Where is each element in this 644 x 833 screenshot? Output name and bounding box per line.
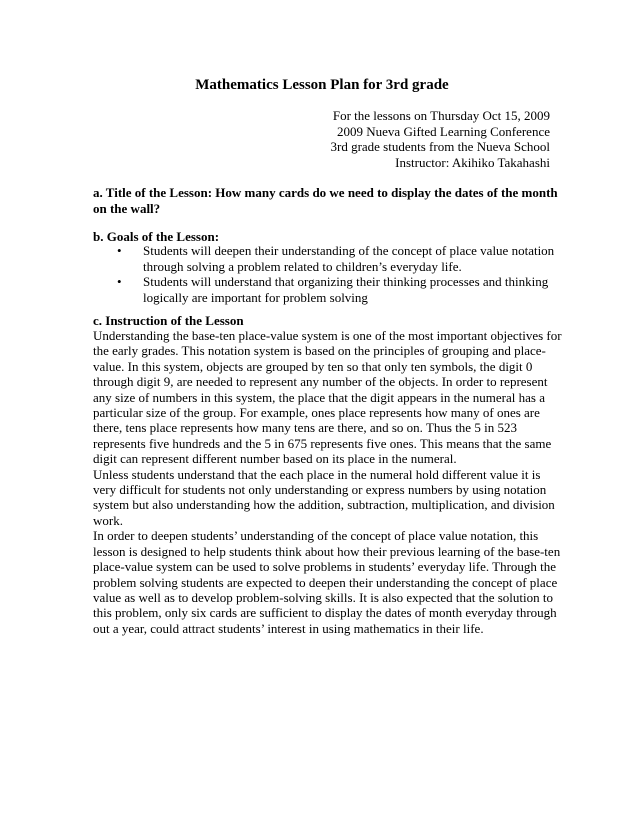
- instructor-line: Instructor: Akihiko Takahashi: [395, 154, 550, 170]
- page-title: Mathematics Lesson Plan for 3rd grade: [195, 77, 449, 93]
- lesson-info-block: [330, 108, 550, 170]
- lesson-date-line: For the lessons on Thursday Oct 15, 2009: [332, 108, 550, 123]
- conference-line: 2009 Nueva Gifted Learning Conference: [337, 123, 550, 139]
- section-c-heading: c. Instruction of the Lesson: [93, 313, 244, 328]
- bullet-icon: •: [117, 243, 122, 258]
- section-b-heading: b. Goals of the Lesson:: [93, 229, 220, 244]
- goals-list: [112, 243, 562, 305]
- goal-item: [112, 243, 562, 274]
- body-paragraph: Understanding the base-ten place-value system is one of the most important objectives for the early grades. This notation system is based on the principles of grouping and place-value. In this system, objects are grouped by ten so that only ten symbols, the digit 0 through digit 9, are needed to represent any number of the objects. In order to represent any size of numbers in this system, the place that the digit appears in the numeral has a particular size of the group. For example, ones place represents how many of ones are there, tens place represents how many tens are there, and so on. Thus the 5 in 523 represents five hundreds and the 5 in 675 represents five ones. This means that the same digit can represent different number based on its place in the numeral.: [93, 328, 562, 467]
- body-paragraph: In order to deepen students’ understanding of the concept of place value notation, this lesson is designed to help students think about how their previous learning of the base-ten place-value system can be used to solve problems in students’ everyday life. Through the problem solving students are expected to deepen their understanding the concept of place value as well as to develop problem-solving skills. It is also expected that the solution to this problem, only six cards are sufficient to display the dates of month everyday through out a year, could attract students’ interest in using mathematics in their life.: [93, 528, 561, 636]
- goal-text: Students will deepen their understanding of the concept of place value notation through solving a problem related to children’s everyday life.: [143, 243, 555, 274]
- students-line: 3rd grade students from the Nueva School: [330, 139, 550, 155]
- instruction-body: [93, 328, 563, 636]
- bullet-icon: •: [117, 274, 122, 289]
- section-a-heading: a. Title of the Lesson: How many cards do we need to display the dates of the month on the wall?: [93, 185, 558, 216]
- goal-text: Students will understand that organizing their thinking processes and thinking logically are important for problem solving: [143, 274, 549, 305]
- body-paragraph: Unless students understand that the each place in the numeral hold different value it is very difficult for students not only understanding or express numbers by using notation system but also understanding how the addition, subtraction, multiplication, and division work.: [93, 466, 555, 528]
- goal-item: [112, 274, 562, 305]
